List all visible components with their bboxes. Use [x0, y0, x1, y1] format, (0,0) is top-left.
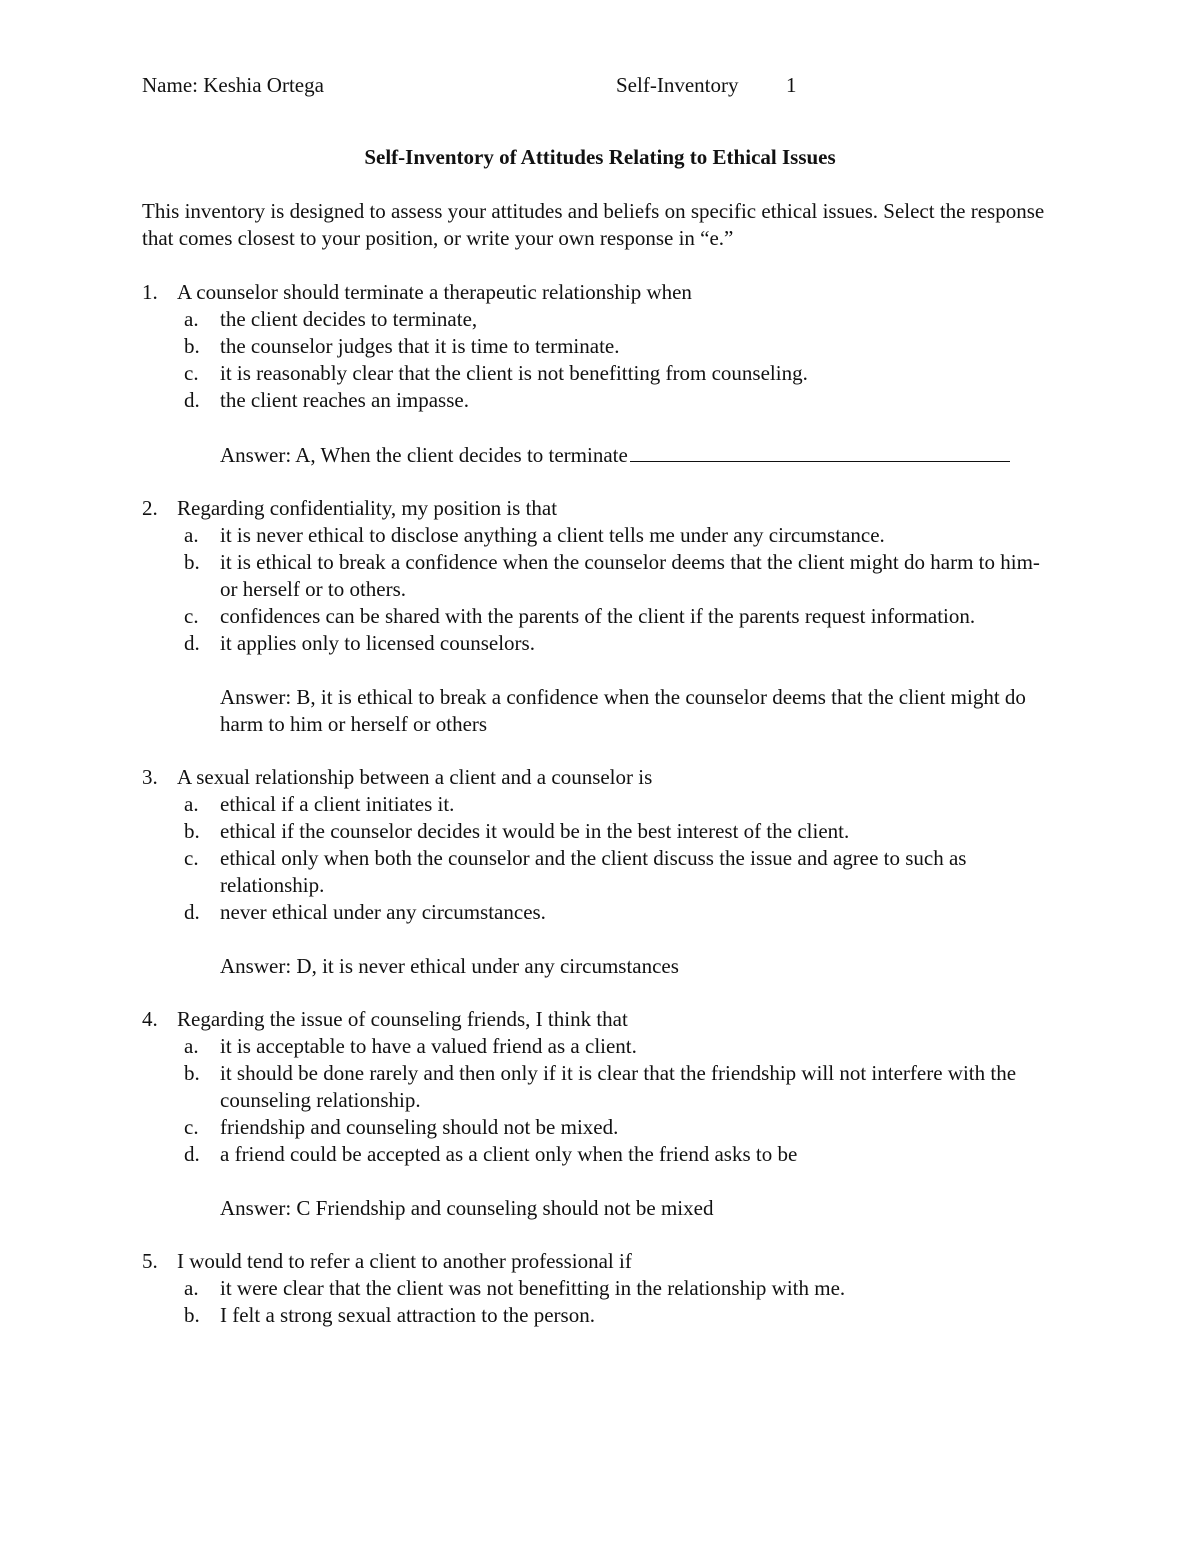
option-text: it is never ethical to disclose anything a client tells me under any circumstance.: [220, 523, 885, 547]
answer-text: Answer: B, it is ethical to break a confidence when the counselor deems that the client might do harm to him or herself or others: [220, 685, 1026, 736]
question-text: A sexual relationship between a client and a counselor is: [177, 765, 653, 789]
option-text: it is acceptable to have a valued friend as a client.: [220, 1034, 637, 1058]
option-d: [184, 387, 1058, 414]
answer-text: Answer: A, When the client decides to terminate: [220, 443, 628, 467]
answer-underline: [630, 441, 1010, 462]
option-c: [184, 1114, 1058, 1141]
option-text: ethical if the counselor decides it would be in the best interest of the client.: [220, 819, 850, 843]
option-text: friendship and counseling should not be mixed.: [220, 1115, 619, 1139]
option-list: [142, 306, 1058, 414]
option-letter: a.: [184, 792, 199, 816]
option-letter: a.: [184, 1276, 199, 1300]
option-a: [184, 791, 1058, 818]
answer-text: Answer: C Friendship and counseling should not be mixed: [220, 1196, 714, 1220]
option-list: [142, 791, 1058, 926]
question-2: [142, 495, 1058, 738]
option-letter: b.: [184, 334, 200, 358]
option-letter: c.: [184, 1115, 199, 1139]
option-a: [184, 306, 1058, 333]
question-number: 3.: [142, 765, 158, 789]
option-text: the counselor judges that it is time to terminate.: [220, 334, 620, 358]
option-text: it is ethical to break a confidence when the counselor deems that the client might do harm to him- or herself or to others.: [220, 550, 1040, 601]
option-a: [184, 1275, 1058, 1302]
option-text: it were clear that the client was not benefitting in the relationship with me.: [220, 1276, 846, 1300]
option-letter: a.: [184, 307, 199, 331]
question-1: [142, 279, 1058, 469]
option-b: [184, 1060, 1058, 1114]
option-b: [184, 1302, 1058, 1329]
option-letter: d.: [184, 1142, 200, 1166]
option-b: [184, 818, 1058, 845]
question-number: 1.: [142, 280, 158, 304]
question-text: A counselor should terminate a therapeutic relationship when: [177, 280, 692, 304]
option-b: [184, 549, 1058, 603]
option-text: the client reaches an impasse.: [220, 388, 469, 412]
question-3: [142, 764, 1058, 980]
answer-line: [220, 953, 1058, 980]
option-text: I felt a strong sexual attraction to the person.: [220, 1303, 595, 1327]
option-text: it is reasonably clear that the client is not benefitting from counseling.: [220, 361, 808, 385]
question-text: I would tend to refer a client to another professional if: [177, 1249, 632, 1273]
option-letter: d.: [184, 388, 200, 412]
question-list: [142, 279, 1058, 1355]
option-text: ethical only when both the counselor and the client discuss the issue and agree to such as relationship.: [220, 846, 967, 897]
option-list: [142, 522, 1058, 657]
question-5: [142, 1248, 1058, 1329]
option-list: [142, 1033, 1058, 1168]
running-head: Self-Inventory: [616, 73, 739, 97]
option-letter: c.: [184, 361, 199, 385]
option-letter: c.: [184, 604, 199, 628]
option-list: [142, 1275, 1058, 1329]
option-c: [184, 360, 1058, 387]
option-d: [184, 899, 1058, 926]
option-text: it applies only to licensed counselors.: [220, 631, 535, 655]
question-number: 2.: [142, 496, 158, 520]
document-title: Self-Inventory of Attitudes Relating to Ethical Issues: [364, 145, 836, 169]
answer-line: [220, 441, 1058, 469]
option-text: the client decides to terminate,: [220, 307, 478, 331]
answer-line: [220, 684, 1058, 738]
option-letter: b.: [184, 819, 200, 843]
answer-text: Answer: D, it is never ethical under any circumstances: [220, 954, 679, 978]
question-text: Regarding confidentiality, my position is that: [177, 496, 558, 520]
option-text: a friend could be accepted as a client only when the friend asks to be: [220, 1142, 798, 1166]
option-text: ethical if a client initiates it.: [220, 792, 455, 816]
question-text: Regarding the issue of counseling friends, I think that: [177, 1007, 628, 1031]
option-c: [184, 603, 1058, 630]
option-d: [184, 630, 1058, 657]
option-letter: a.: [184, 523, 199, 547]
answer-line: [220, 1195, 1058, 1222]
page-number: 1: [786, 73, 797, 97]
option-letter: b.: [184, 1061, 200, 1085]
intro-paragraph: This inventory is designed to assess your attitudes and beliefs on specific ethical issues. Select the response that comes closest to your position, or write your own response in “e.”: [142, 199, 1045, 250]
question-4: [142, 1006, 1058, 1222]
option-letter: a.: [184, 1034, 199, 1058]
option-text: it should be done rarely and then only if it is clear that the friendship will not interfere with the counseling relationship.: [220, 1061, 1017, 1112]
option-a: [184, 1033, 1058, 1060]
student-name: Name: Keshia Ortega: [142, 73, 324, 97]
option-letter: d.: [184, 900, 200, 924]
option-c: [184, 845, 1058, 899]
option-letter: d.: [184, 631, 200, 655]
option-d: [184, 1141, 1058, 1168]
option-letter: b.: [184, 550, 200, 574]
option-letter: b.: [184, 1303, 200, 1327]
option-b: [184, 333, 1058, 360]
option-text: confidences can be shared with the parents of the client if the parents request information.: [220, 604, 976, 628]
option-text: never ethical under any circumstances.: [220, 900, 546, 924]
question-number: 5.: [142, 1249, 158, 1273]
page-header: [142, 73, 1058, 101]
option-letter: c.: [184, 846, 199, 870]
option-a: [184, 522, 1058, 549]
question-number: 4.: [142, 1007, 158, 1031]
